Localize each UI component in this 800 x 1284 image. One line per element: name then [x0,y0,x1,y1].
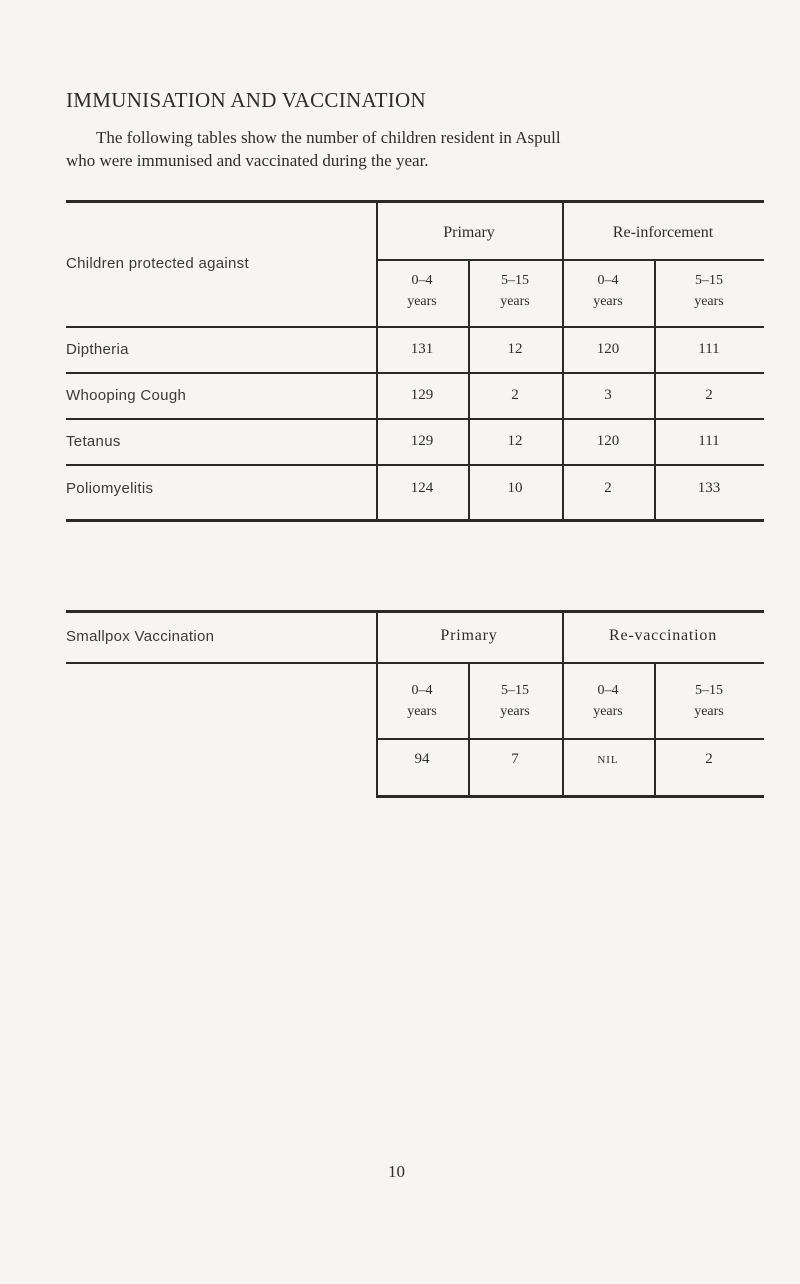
table-cell: NIL [597,754,619,766]
table1-group-reinforcement: Re-inforcement [612,224,714,241]
table2-bottom-rule [376,795,764,798]
table2-subheader-rule [376,738,764,740]
table-cell: 12 [507,341,523,357]
table1-col-header: 5–15 years [500,273,530,309]
page-heading: IMMUNISATION AND VACCINATION [66,88,426,112]
table-cell: 10 [507,480,523,496]
table2-col-header: 5–15 years [500,683,530,719]
table1-col-header: 0–4 years [407,273,437,309]
table-cell: 2 [705,751,713,767]
table1-col-header: 5–15 years [694,273,724,309]
table-cell: 94 [414,751,430,767]
table2-row-header: Smallpox Vaccination [66,628,215,645]
table1-row-rule [66,418,764,420]
table2-group-primary: Primary [440,627,498,644]
table2-top-rule [66,610,764,613]
page-number: 10 [388,1162,405,1181]
table1-subheader-rule [376,259,764,261]
table1-bottom-rule [66,519,764,522]
table1-col-divider [376,203,378,519]
table-cell: 120 [596,433,620,449]
table-cell: 124 [410,480,434,496]
intro-paragraph [66,126,746,172]
table1-row-rule [66,464,764,466]
table2-group-revaccination: Re-vaccination [608,627,718,644]
table-cell: 120 [596,341,620,357]
table2-header-rule [66,662,764,664]
table1-col-divider [562,203,564,519]
row-label: Whooping Cough [66,387,187,404]
table-cell: 7 [511,751,519,767]
table2-col-header: 5–15 years [694,683,724,719]
table-cell: 2 [705,387,713,403]
table-cell: 111 [698,341,720,357]
table2-col-header: 0–4 years [407,683,437,719]
table-cell: 12 [507,433,523,449]
table-cell: 131 [410,341,434,357]
intro-line-1: The following tables show the number of children resident in Aspull [96,128,561,147]
table2-col-header: 0–4 years [593,683,623,719]
table1-header-rule [66,326,764,328]
table1-row-header: Children protected against [66,255,249,272]
table-cell: 2 [604,480,612,496]
row-label: Diptheria [66,341,129,358]
table1-top-rule [66,200,764,203]
table1-group-primary: Primary [443,224,495,241]
table-cell: 2 [511,387,519,403]
table-cell: 111 [698,433,720,449]
intro-line-2: who were immunised and vaccinated during the year. [66,151,429,170]
table-cell: 129 [410,433,434,449]
table-cell: 129 [410,387,434,403]
table-cell: 3 [604,387,612,403]
row-label: Tetanus [66,433,121,450]
table-cell: 133 [697,480,721,496]
row-label: Poliomyelitis [66,480,154,497]
table1-col-header: 0–4 years [593,273,623,309]
table1-row-rule [66,372,764,374]
